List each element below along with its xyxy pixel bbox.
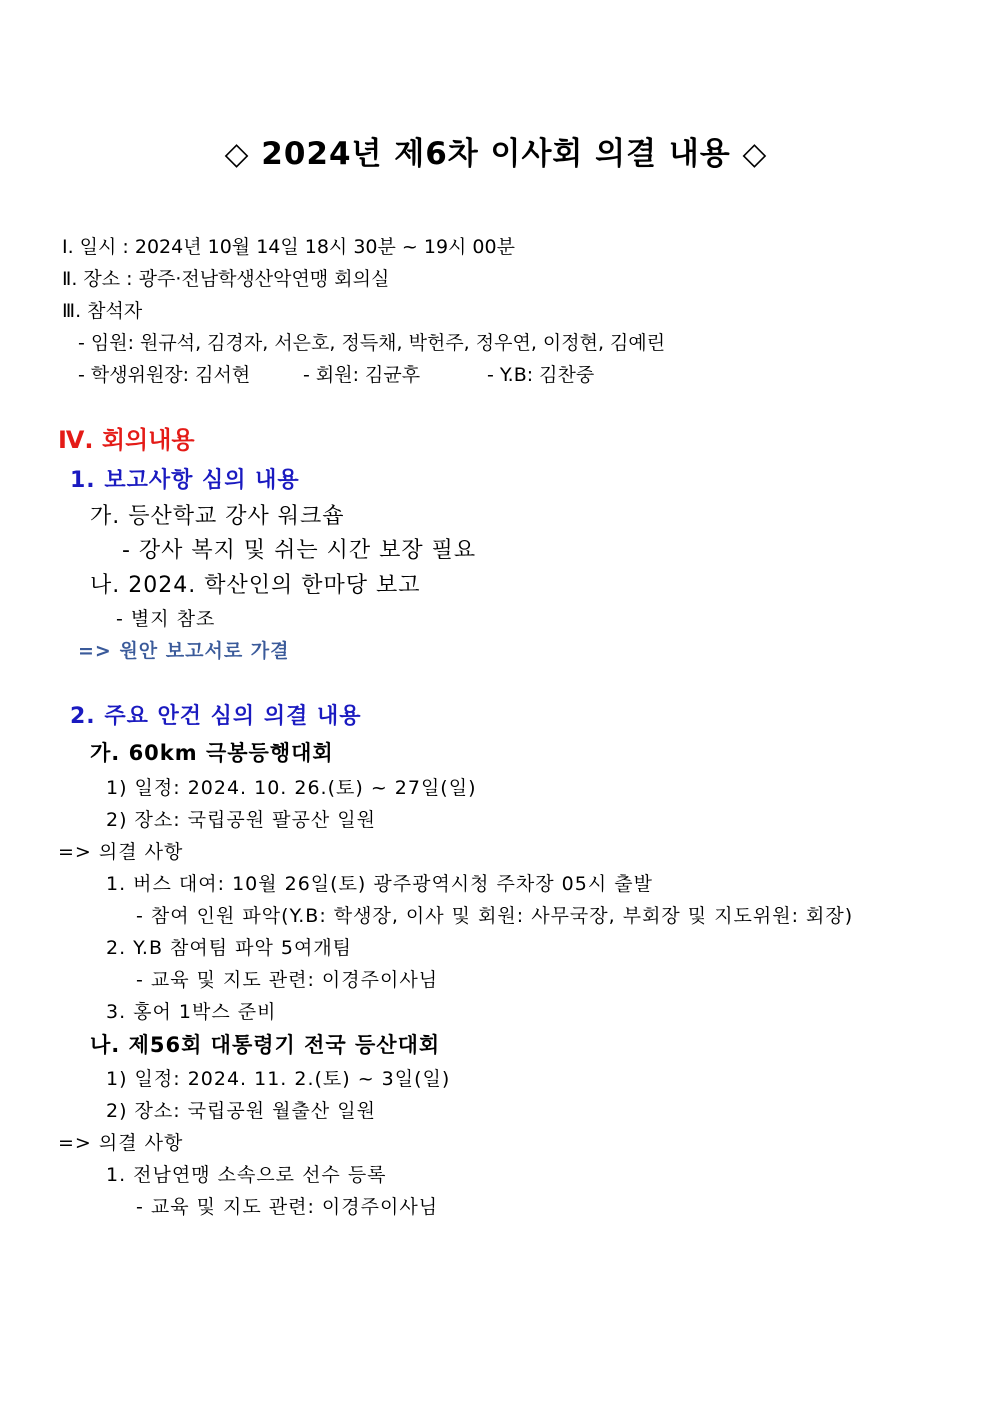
report-item-a: 가. 등산학교 강사 워크숍 bbox=[90, 504, 345, 529]
agenda-item-a-resolution-1: 1. 버스 대여: 10월 26일(토) 광주광역시청 주차장 05시 출발 bbox=[106, 873, 653, 895]
document-title: ◇ 2024년 제6차 이사회 의결 내용 ◇ bbox=[224, 136, 768, 172]
agenda-item-a-resolution-3: 3. 홍어 1박스 준비 bbox=[106, 1001, 277, 1023]
agenda-item-b-title: 나. 제56회 대통령기 전국 등산대회 bbox=[90, 1033, 441, 1057]
meeting-date: Ⅰ. 일시 : 2024년 10월 14일 18시 30분 ~ 19시 00분 bbox=[62, 236, 515, 258]
agenda-item-a-resolution-1-detail: - 참여 인원 파악(Y.B: 학생장, 이사 및 회원: 사무국장, 부회장 및 지도위원: 회장) bbox=[136, 905, 854, 927]
agenda-item-a-title: 가. 60km 극봉등행대회 bbox=[90, 741, 334, 765]
agenda-heading: 2. 주요 안건 심의 의결 내용 bbox=[70, 704, 362, 729]
agenda-item-a-resolution-label: => 의결 사항 bbox=[58, 841, 184, 863]
attendees-label: Ⅲ. 참석자 bbox=[62, 300, 143, 322]
report-heading: 1. 보고사항 심의 내용 bbox=[70, 468, 300, 493]
attendees-student-chair: - 학생위원장: 김서현 bbox=[78, 364, 251, 386]
report-item-a-detail: - 강사 복지 및 쉬는 시간 보장 필요 bbox=[122, 538, 477, 563]
attendees-officers: - 임원: 원규석, 김경자, 서은호, 정득채, 박헌주, 정우연, 이정현, 김예린 bbox=[78, 332, 666, 354]
agenda-item-a-resolution-2: 2. Y.B 참여팀 파악 5여개팀 bbox=[106, 937, 353, 959]
agenda-item-b-place: 2) 장소: 국립공원 월출산 일원 bbox=[106, 1100, 376, 1122]
meeting-place: Ⅱ. 장소 : 광주·전남학생산악연맹 회의실 bbox=[62, 268, 390, 290]
agenda-item-b-schedule: 1) 일정: 2024. 11. 2.(토) ~ 3일(일) bbox=[106, 1068, 451, 1090]
section-meeting-content-heading: Ⅳ. 회의내용 bbox=[58, 426, 195, 454]
report-item-b-detail: - 별지 참조 bbox=[116, 608, 216, 630]
agenda-item-b-resolution-label: => 의결 사항 bbox=[58, 1132, 184, 1154]
report-conclusion: => 원안 보고서로 가결 bbox=[78, 640, 290, 662]
agenda-item-a-resolution-2-detail: - 교육 및 지도 관련: 이경주이사님 bbox=[136, 969, 439, 991]
report-item-b: 나. 2024. 학산인의 한마당 보고 bbox=[90, 573, 421, 598]
agenda-item-b-resolution-1-detail: - 교육 및 지도 관련: 이경주이사님 bbox=[136, 1196, 439, 1218]
attendees-yb: - Y.B: 김찬중 bbox=[487, 364, 595, 386]
agenda-item-b-resolution-1: 1. 전남연맹 소속으로 선수 등록 bbox=[106, 1164, 387, 1186]
agenda-item-a-schedule: 1) 일정: 2024. 10. 26.(토) ~ 27일(일) bbox=[106, 777, 477, 799]
attendees-member: - 회원: 김균후 bbox=[303, 364, 421, 386]
agenda-item-a-place: 2) 장소: 국립공원 팔공산 일원 bbox=[106, 809, 376, 831]
